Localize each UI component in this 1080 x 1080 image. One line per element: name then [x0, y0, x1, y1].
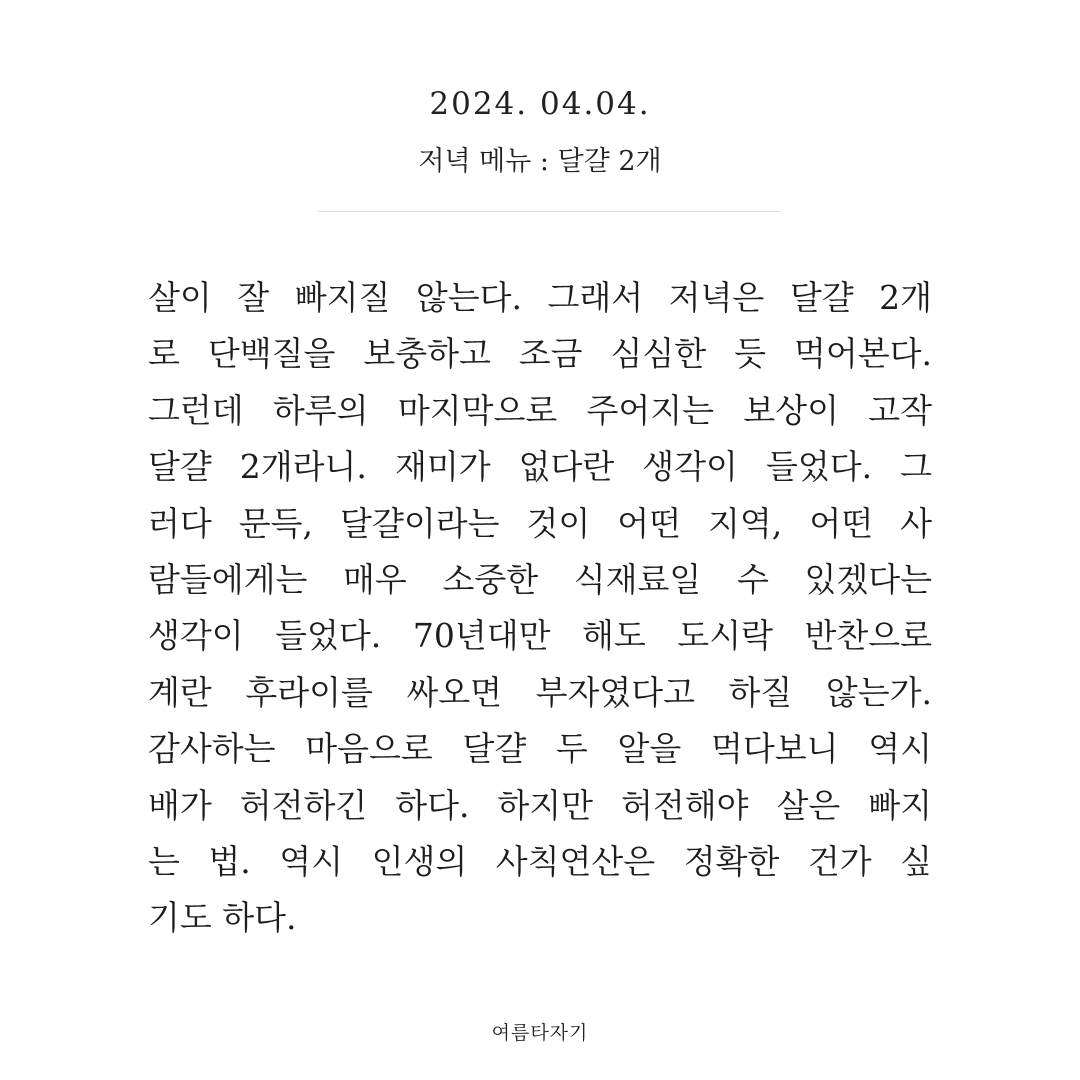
body-line: 는 법. 역시 인생의 사칙연산은 정확한 건가 싶: [148, 841, 932, 881]
body-line: 살이 잘 빠지질 않는다. 그래서 저녁은 달걀 2개: [148, 278, 932, 317]
body-line: 감사하는 마음으로 달걀 두 알을 먹다보니 역시: [148, 729, 932, 769]
body-line: 배가 허전하긴 하다. 하지만 허전해야 살은 빠지: [148, 785, 932, 825]
body-line: 러다 문득, 달걀이라는 것이 어떤 지역, 어떤 사: [148, 503, 932, 543]
author-signature: 여름타자기: [491, 1022, 589, 1044]
diary-body: [148, 270, 932, 947]
body-line: 그런데 하루의 마지막으로 주어지는 보상이 고작: [148, 390, 932, 430]
divider: [318, 211, 780, 212]
body-line: 람들에게는 매우 소중한 식재료일 수 있겠다는: [148, 559, 932, 599]
body-line: 생각이 들었다. 70년대만 해도 도시락 반찬으로: [148, 616, 932, 656]
dinner-menu: 저녁 메뉴 : 달걀 2개: [418, 146, 662, 177]
body-line: 기도 하다.: [148, 898, 297, 938]
post-date: 2024. 04.04.: [429, 86, 651, 122]
post-header: [0, 78, 1080, 186]
body-line: 달걀 2개라니. 재미가 없다란 생각이 들었다. 그: [148, 447, 932, 487]
body-line: 로 단백질을 보충하고 조금 심심한 듯 먹어본다.: [148, 334, 932, 374]
body-line: 계란 후라이를 싸오면 부자였다고 하질 않는가.: [148, 672, 932, 712]
